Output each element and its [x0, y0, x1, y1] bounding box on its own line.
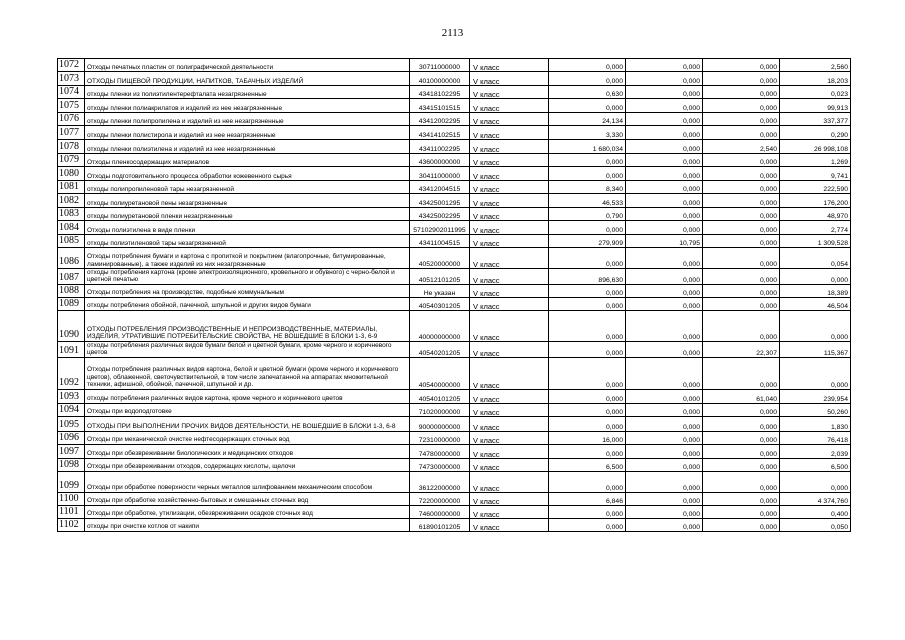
hazard-class: V класс — [470, 458, 549, 471]
hazard-class: V класс — [470, 72, 549, 86]
value-3: 0,000 — [703, 297, 780, 310]
value-1: 0,000 — [549, 154, 626, 167]
row-number: 1082 — [58, 194, 85, 208]
value-3: 0,000 — [703, 235, 780, 248]
row-number: 1072 — [58, 59, 85, 72]
waste-name: отходы полиуретановой пленки незагрязненные — [85, 208, 410, 221]
row-number: 1079 — [58, 154, 85, 167]
row-number: 1090 — [58, 310, 85, 341]
waste-name: Отходы потребления различных видов картона, белой и цветной бумаги (кроме черного и коричневого цветов), облаженной, светочувствительной, в том числе запечатанной на аппаратах множительной техники, афишной, обойной, пачечной, шпульной и др. — [85, 357, 410, 389]
value-2: 0,000 — [626, 194, 703, 208]
hazard-class: V класс — [470, 113, 549, 126]
value-1: 0,630 — [549, 86, 626, 99]
value-1: 46,533 — [549, 194, 626, 208]
value-2: 0,000 — [626, 416, 703, 431]
value-4: 18,389 — [780, 284, 851, 297]
value-3: 0,000 — [703, 492, 780, 505]
waste-name: отходы полиуретановой пены незагрязненные — [85, 194, 410, 208]
table-row — [58, 505, 851, 518]
waste-name: Отходы при водоподготовке — [85, 403, 410, 416]
value-1: 896,630 — [549, 269, 626, 285]
row-number: 1086 — [58, 248, 85, 269]
waste-code: 43411002295 — [410, 140, 470, 154]
value-1: 0,000 — [549, 341, 626, 357]
value-2: 0,000 — [626, 154, 703, 167]
value-2: 0,000 — [626, 458, 703, 471]
waste-code: 36122000000 — [410, 471, 470, 492]
waste-name: отходы потребления картона (кроме электроизоляционного, кровельного и обувного) с черно-белой и цветной печатью — [85, 269, 410, 285]
waste-code: 72200000000 — [410, 492, 470, 505]
waste-code: 40512101205 — [410, 269, 470, 285]
waste-name: Отходы потребления на производстве, подобные коммунальным — [85, 284, 410, 297]
table-row — [58, 248, 851, 269]
value-1: 0,000 — [549, 221, 626, 235]
hazard-class: V класс — [470, 221, 549, 235]
waste-code: 40540101205 — [410, 389, 470, 403]
value-3: 0,000 — [703, 416, 780, 431]
table-row — [58, 310, 851, 341]
table-row — [58, 297, 851, 310]
value-3: 0,000 — [703, 221, 780, 235]
value-3: 0,000 — [703, 357, 780, 389]
value-4: 99,913 — [780, 99, 851, 113]
value-2: 0,000 — [626, 140, 703, 154]
waste-name: отходы при очистке котлов от накипи — [85, 518, 410, 531]
table-row — [58, 86, 851, 99]
row-number: 1096 — [58, 431, 85, 444]
row-number: 1100 — [58, 492, 85, 505]
value-3: 0,000 — [703, 431, 780, 444]
table-row — [58, 416, 851, 431]
row-number: 1075 — [58, 99, 85, 113]
waste-name: отходы потребления обойной, пачечной, шпульной и других видов бумаги — [85, 297, 410, 310]
value-3: 0,000 — [703, 59, 780, 72]
row-number: 1095 — [58, 416, 85, 431]
waste-name: отходы пленки полиэтилена и изделий из нее незагрязненные — [85, 140, 410, 154]
value-2: 0,000 — [626, 72, 703, 86]
value-3: 0,000 — [703, 310, 780, 341]
value-2: 0,000 — [626, 403, 703, 416]
row-number: 1094 — [58, 403, 85, 416]
value-2: 0,000 — [626, 297, 703, 310]
waste-name: отходы полиэтиленовой тары незагрязненной — [85, 235, 410, 248]
value-3: 0,000 — [703, 248, 780, 269]
value-1: 0,000 — [549, 99, 626, 113]
value-2: 0,000 — [626, 505, 703, 518]
value-4: 50,260 — [780, 403, 851, 416]
value-4: 46,504 — [780, 297, 851, 310]
value-2: 0,000 — [626, 86, 703, 99]
value-1: 0,000 — [549, 297, 626, 310]
value-4: 1,269 — [780, 154, 851, 167]
value-1: 0,000 — [549, 471, 626, 492]
waste-name: ОТХОДЫ ПРИ ВЫПОЛНЕНИИ ПРОЧИХ ВИДОВ ДЕЯТЕЛЬНОСТИ, НЕ ВОШЕДШИЕ В БЛОКИ 1-3, 6-8 — [85, 416, 410, 431]
table-row — [58, 357, 851, 389]
value-3: 0,000 — [703, 99, 780, 113]
waste-name: отходы потребления различных видов картона, кроме черного и коричневого цветов — [85, 389, 410, 403]
value-1: 6,500 — [549, 458, 626, 471]
table-row — [58, 269, 851, 285]
hazard-class: V класс — [470, 416, 549, 431]
value-3: 0,000 — [703, 181, 780, 194]
hazard-class: V класс — [470, 208, 549, 221]
row-number: 1093 — [58, 389, 85, 403]
hazard-class: V класс — [470, 86, 549, 99]
hazard-class: V класс — [470, 297, 549, 310]
value-1: 279,909 — [549, 235, 626, 248]
waste-code: 30411000000 — [410, 167, 470, 181]
row-number: 1087 — [58, 269, 85, 285]
hazard-class: V класс — [470, 310, 549, 341]
hazard-class: V класс — [470, 181, 549, 194]
value-4: 0,000 — [780, 357, 851, 389]
value-2: 0,000 — [626, 284, 703, 297]
waste-name: Отходы пленкосодержащих материалов — [85, 154, 410, 167]
table-row — [58, 284, 851, 297]
value-3: 0,000 — [703, 284, 780, 297]
table-row — [58, 235, 851, 248]
row-number: 1083 — [58, 208, 85, 221]
table-row — [58, 492, 851, 505]
value-1: 8,340 — [549, 181, 626, 194]
table-body — [58, 59, 851, 532]
value-3: 0,000 — [703, 86, 780, 99]
value-4: 2,774 — [780, 221, 851, 235]
value-2: 0,000 — [626, 389, 703, 403]
value-4: 0,000 — [780, 269, 851, 285]
value-3: 0,000 — [703, 72, 780, 86]
waste-code: 40540201205 — [410, 341, 470, 357]
value-1: 0,790 — [549, 208, 626, 221]
row-number: 1092 — [58, 357, 85, 389]
table-row — [58, 126, 851, 140]
row-number: 1074 — [58, 86, 85, 99]
waste-code: 61890101205 — [410, 518, 470, 531]
value-2: 0,000 — [626, 310, 703, 341]
waste-name: Отходы полиэтилена в виде пленки — [85, 221, 410, 235]
waste-name: отходы пленки полипропилена и изделий из нее незагрязненные — [85, 113, 410, 126]
hazard-class: V класс — [470, 389, 549, 403]
row-number: 1077 — [58, 126, 85, 140]
value-2: 0,000 — [626, 181, 703, 194]
hazard-class: V класс — [470, 284, 549, 297]
value-3: 2,540 — [703, 140, 780, 154]
value-3: 0,000 — [703, 458, 780, 471]
hazard-class: V класс — [470, 518, 549, 531]
table-row — [58, 72, 851, 86]
table-row — [58, 167, 851, 181]
value-1: 0,000 — [549, 167, 626, 181]
value-4: 0,400 — [780, 505, 851, 518]
value-3: 0,000 — [703, 126, 780, 140]
value-1: 0,000 — [549, 403, 626, 416]
hazard-class: V класс — [470, 194, 549, 208]
value-3: 0,000 — [703, 269, 780, 285]
hazard-class: V класс — [470, 444, 549, 458]
value-4: 176,200 — [780, 194, 851, 208]
row-number: 1091 — [58, 341, 85, 357]
waste-code: 40100000000 — [410, 72, 470, 86]
waste-name: отходы полипропиленовой тары незагрязненной — [85, 181, 410, 194]
waste-code: 43414102515 — [410, 126, 470, 140]
table-row — [58, 341, 851, 357]
hazard-class: V класс — [470, 126, 549, 140]
hazard-class: V класс — [470, 248, 549, 269]
table-row — [58, 431, 851, 444]
table-row — [58, 113, 851, 126]
value-2: 0,000 — [626, 492, 703, 505]
value-1: 0,000 — [549, 505, 626, 518]
value-3: 22,307 — [703, 341, 780, 357]
value-3: 0,000 — [703, 505, 780, 518]
waste-name: Отходы подготовительного процесса обработки кожевенного сырья — [85, 167, 410, 181]
waste-name: Отходы при обработке, утилизации, обезвреживании осадков сточных вод — [85, 505, 410, 518]
value-1: 0,000 — [549, 310, 626, 341]
value-1: 16,000 — [549, 431, 626, 444]
waste-code: 74730000000 — [410, 458, 470, 471]
row-number: 1078 — [58, 140, 85, 154]
hazard-class: V класс — [470, 59, 549, 72]
table-row — [58, 208, 851, 221]
waste-code: 72310000000 — [410, 431, 470, 444]
row-number: 1081 — [58, 181, 85, 194]
waste-name: Отходы при обезвреживании биологических и медицинских отходов — [85, 444, 410, 458]
value-3: 61,040 — [703, 389, 780, 403]
row-number: 1085 — [58, 235, 85, 248]
waste-code: 74600000000 — [410, 505, 470, 518]
table-row — [58, 181, 851, 194]
hazard-class: V класс — [470, 431, 549, 444]
value-2: 0,000 — [626, 248, 703, 269]
table-row — [58, 99, 851, 113]
waste-code: 43412002295 — [410, 113, 470, 126]
value-4: 0,023 — [780, 86, 851, 99]
value-2: 0,000 — [626, 357, 703, 389]
row-number: 1080 — [58, 167, 85, 181]
value-1: 0,000 — [549, 518, 626, 531]
hazard-class: V класс — [470, 403, 549, 416]
row-number: 1099 — [58, 471, 85, 492]
waste-code: 40520000000 — [410, 248, 470, 269]
waste-name: Отходы при обезвреживании отходов, содержащих кислоты, щелочи — [85, 458, 410, 471]
value-1: 3,330 — [549, 126, 626, 140]
hazard-class: V класс — [470, 492, 549, 505]
waste-table — [57, 58, 851, 532]
table-row — [58, 221, 851, 235]
waste-code: 43425001295 — [410, 194, 470, 208]
hazard-class: V класс — [470, 269, 549, 285]
waste-name: Отходы печатных пластин от полиграфической деятельности — [85, 59, 410, 72]
value-1: 24,134 — [549, 113, 626, 126]
waste-code: 43412004515 — [410, 181, 470, 194]
value-1: 0,000 — [549, 416, 626, 431]
value-2: 0,000 — [626, 431, 703, 444]
value-2: 0,000 — [626, 208, 703, 221]
hazard-class: V класс — [470, 341, 549, 357]
row-number: 1084 — [58, 221, 85, 235]
value-3: 0,000 — [703, 154, 780, 167]
waste-code: 57102902011995 — [410, 221, 470, 235]
hazard-class: V класс — [470, 140, 549, 154]
value-4: 9,741 — [780, 167, 851, 181]
waste-name: Отходы потребления бумаги и картона с пропиткой и покрытием (влагопрочные, битумированные, ламинированные), а также изделий из них незагрязненные — [85, 248, 410, 269]
value-3: 0,000 — [703, 113, 780, 126]
value-2: 0,000 — [626, 269, 703, 285]
row-number: 1089 — [58, 297, 85, 310]
table-row — [58, 458, 851, 471]
table-row — [58, 154, 851, 167]
waste-name: отходы пленки полиакрилатов и изделий из нее незагрязненные — [85, 99, 410, 113]
hazard-class: V класс — [470, 167, 549, 181]
table-row — [58, 518, 851, 531]
waste-code: 40540301205 — [410, 297, 470, 310]
value-2: 0,000 — [626, 471, 703, 492]
waste-code: 71020000000 — [410, 403, 470, 416]
waste-code: 74780000000 — [410, 444, 470, 458]
value-3: 0,000 — [703, 403, 780, 416]
value-2: 0,000 — [626, 59, 703, 72]
value-1: 0,000 — [549, 444, 626, 458]
value-4: 115,367 — [780, 341, 851, 357]
value-3: 0,000 — [703, 518, 780, 531]
value-3: 0,000 — [703, 444, 780, 458]
value-3: 0,000 — [703, 167, 780, 181]
row-number: 1088 — [58, 284, 85, 297]
hazard-class: V класс — [470, 99, 549, 113]
page-number: 2113 — [441, 27, 464, 39]
waste-name: Отходы при обработке хозяйственно-бытовых и смешанных сточных вод — [85, 492, 410, 505]
row-number: 1098 — [58, 458, 85, 471]
value-2: 0,000 — [626, 126, 703, 140]
waste-code: Не указан — [410, 284, 470, 297]
value-4: 0,290 — [780, 126, 851, 140]
value-4: 4 374,760 — [780, 492, 851, 505]
value-2: 0,000 — [626, 221, 703, 235]
hazard-class: V класс — [470, 235, 549, 248]
value-4: 2,560 — [780, 59, 851, 72]
waste-code: 40000000000 — [410, 310, 470, 341]
table-row — [58, 389, 851, 403]
value-2: 0,000 — [626, 518, 703, 531]
value-1: 0,000 — [549, 59, 626, 72]
value-1: 0,000 — [549, 248, 626, 269]
value-4: 337,377 — [780, 113, 851, 126]
value-4: 1 309,528 — [780, 235, 851, 248]
table-row — [58, 194, 851, 208]
waste-name: отходы пленки из полиэтилентерефталата незагрязненные — [85, 86, 410, 99]
value-4: 1,830 — [780, 416, 851, 431]
waste-name: ОТХОДЫ ПИЩЕВОЙ ПРОДУКЦИИ, НАПИТКОВ, ТАБАЧНЫХ ИЗДЕЛИЙ — [85, 72, 410, 86]
value-4: 222,590 — [780, 181, 851, 194]
row-number: 1102 — [58, 518, 85, 531]
value-3: 0,000 — [703, 471, 780, 492]
waste-name: Отходы при механической очистке нефтесодержащих сточных вод — [85, 431, 410, 444]
value-3: 0,000 — [703, 208, 780, 221]
row-number: 1073 — [58, 72, 85, 86]
waste-code: 40540000000 — [410, 357, 470, 389]
value-2: 0,000 — [626, 341, 703, 357]
table-row — [58, 444, 851, 458]
value-2: 0,000 — [626, 444, 703, 458]
table-row — [58, 140, 851, 154]
value-3: 0,000 — [703, 194, 780, 208]
value-4: 18,203 — [780, 72, 851, 86]
waste-code: 43415101515 — [410, 99, 470, 113]
waste-name: ОТХОДЫ ПОТРЕБЛЕНИЯ ПРОИЗВОДСТВЕННЫЕ И НЕПРОИЗВОДСТВЕННЫЕ, МАТЕРИАЛЫ, ИЗДЕЛИЯ, УТРАТИВШИЕ ПОТРЕБИТЕЛЬСКИЕ СВОЙСТВА, НЕ ВОШЕДШИЕ В БЛОКИ 1-3, 6-9 — [85, 310, 410, 341]
value-4: 2,039 — [780, 444, 851, 458]
waste-code: 43418102295 — [410, 86, 470, 99]
waste-code: 43425002295 — [410, 208, 470, 221]
waste-name: Отходы при обработке поверхности черных металлов шлифованием механическим способом — [85, 471, 410, 492]
waste-code: 90000000000 — [410, 416, 470, 431]
value-1: 6,846 — [549, 492, 626, 505]
value-2: 0,000 — [626, 99, 703, 113]
value-4: 239,954 — [780, 389, 851, 403]
value-4: 26 998,108 — [780, 140, 851, 154]
value-4: 0,000 — [780, 471, 851, 492]
value-4: 0,050 — [780, 518, 851, 531]
waste-name: отходы пленки полистирола и изделий из нее незагрязненные — [85, 126, 410, 140]
value-1: 0,000 — [549, 284, 626, 297]
waste-code: 43600000000 — [410, 154, 470, 167]
value-1: 0,000 — [549, 389, 626, 403]
value-1: 0,000 — [549, 357, 626, 389]
hazard-class: V класс — [470, 505, 549, 518]
hazard-class: V класс — [470, 357, 549, 389]
value-2: 0,000 — [626, 113, 703, 126]
value-1: 0,000 — [549, 72, 626, 86]
value-4: 76,418 — [780, 431, 851, 444]
value-2: 10,795 — [626, 235, 703, 248]
value-4: 6,500 — [780, 458, 851, 471]
waste-code: 30711000000 — [410, 59, 470, 72]
row-number: 1101 — [58, 505, 85, 518]
waste-code: 43411004515 — [410, 235, 470, 248]
row-number: 1097 — [58, 444, 85, 458]
table-row — [58, 403, 851, 416]
row-number: 1076 — [58, 113, 85, 126]
hazard-class: V класс — [470, 471, 549, 492]
value-2: 0,000 — [626, 167, 703, 181]
waste-name: отходы потребления различных видов бумаги белой и цветной бумаги, кроме черного и коричневого цветов — [85, 341, 410, 357]
value-4: 0,054 — [780, 248, 851, 269]
table-row — [58, 471, 851, 492]
value-1: 1 680,034 — [549, 140, 626, 154]
value-4: 48,970 — [780, 208, 851, 221]
table-row — [58, 59, 851, 72]
hazard-class: V класс — [470, 154, 549, 167]
value-4: 0,000 — [780, 310, 851, 341]
